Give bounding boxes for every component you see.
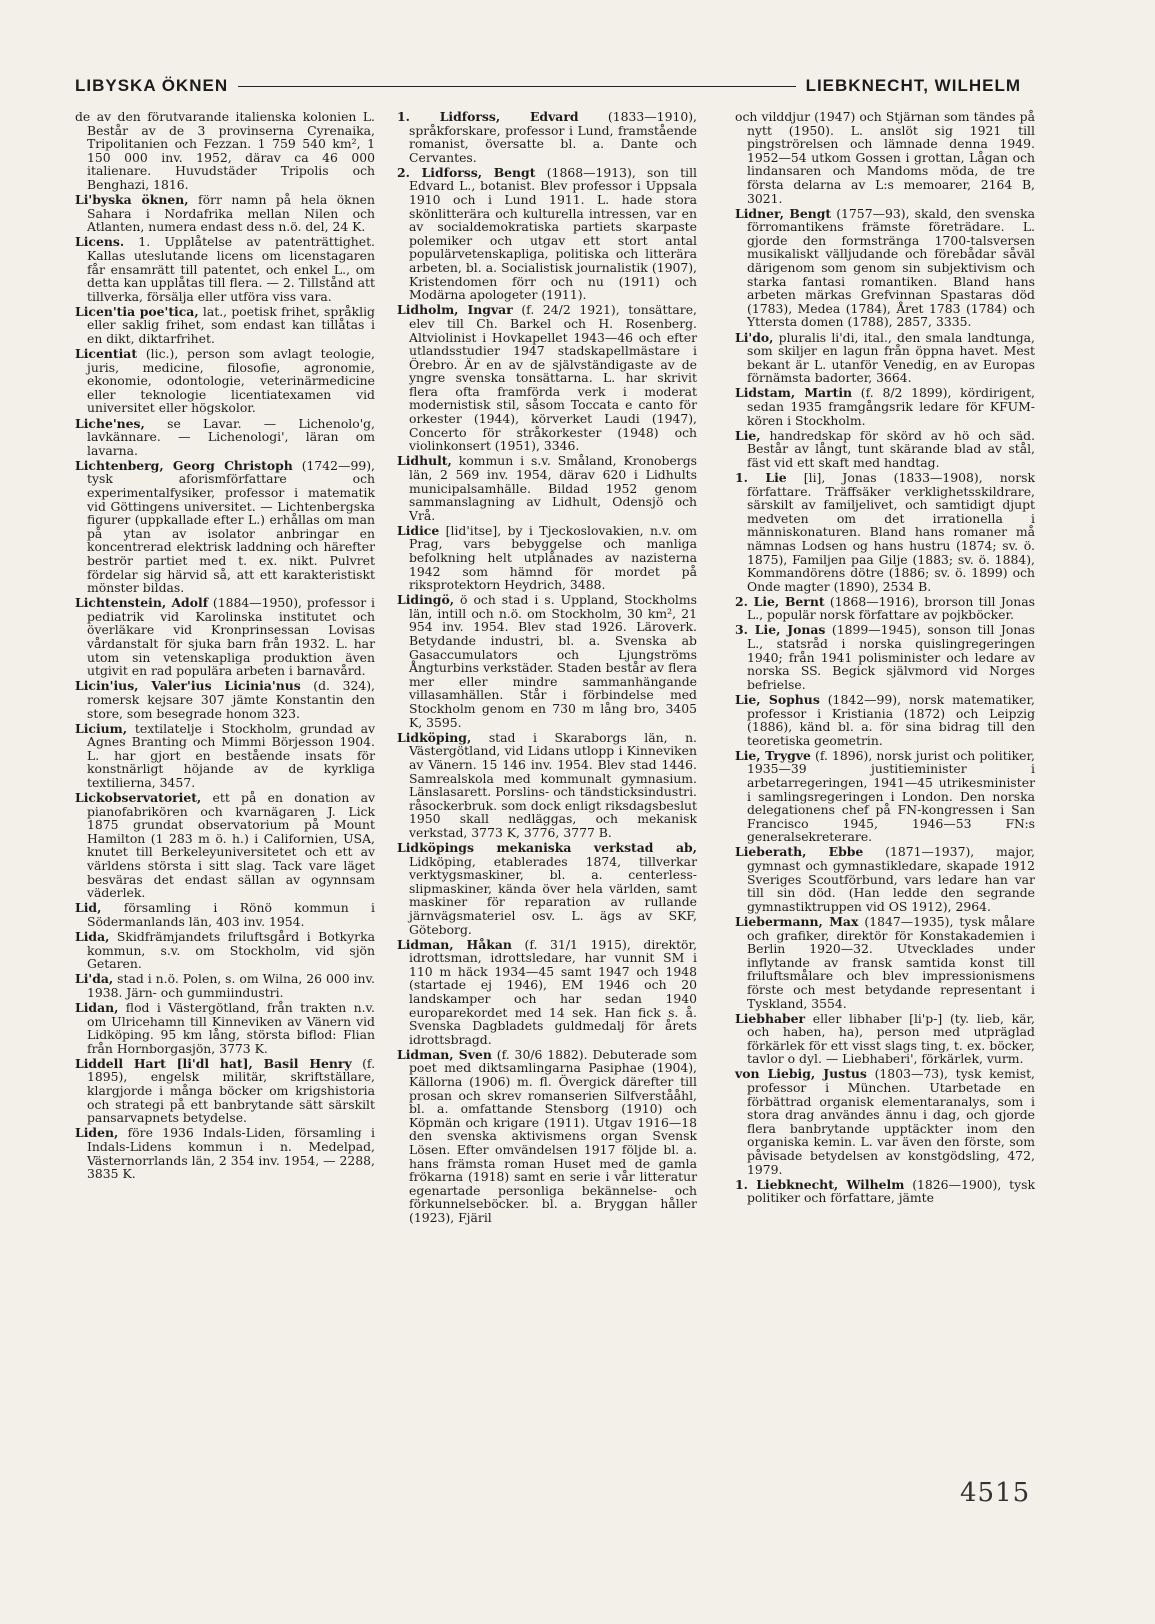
dictionary-entry [397,1048,697,1225]
entry-headword: Lidköping, [397,729,472,745]
dictionary-entry [75,305,375,346]
dictionary-entry [735,595,1035,622]
entry-body: flod i Västergötland, från trakten n.v. om Ulricehamn till Kinneviken av Vänern vid Lidköping. 95 km lång, största biflod: Flian från Hornborgasjön, 3773 K. [87,1000,375,1056]
entry-headword: Liebermann, Max [735,913,859,929]
dictionary-entry [397,303,697,453]
header-left-keyword: LIBYSKA ÖKNEN [75,76,229,95]
entry-headword: Li'do, [735,329,774,345]
entry-body: (f. 8/2 1899), kördirigent, sedan 1935 framgångsrik ledare för KFUM-kören i Stockholm. [747,385,1035,428]
entry-body: (1884—1950), professor i pediatrik vid Karolinska institutet och överläkare vid Kronprinsessan Lovisas vårdanstalt för sjuka barn från 1932. L. har utom sin vetenskapliga produktion även utgivit en rad populära arbeten i barnavård. [87,595,375,679]
dictionary-entry [397,731,697,840]
dictionary-entry [75,235,375,303]
entry-body: (1899—1945), sonson till Jonas L., statsråd i norska quislingregeringen 1940; från 1941 polisminister och ledare av norska SS. Begick självmord vid Norges befrielse. [747,622,1035,692]
dictionary-entry [735,110,1035,205]
entry-body: (1826—1900), tysk politiker och författare, jämte [747,1176,1035,1206]
entry-headword: 3. Lie, Jonas [735,622,826,638]
dictionary-entry [735,1178,1035,1205]
dictionary-entry [75,1057,375,1125]
dictionary-entry [397,841,697,936]
dictionary-entry [75,193,375,234]
dictionary-entry [735,429,1035,470]
dictionary-entry [75,1126,375,1180]
entry-body: (f. 30/6 1882). Debuterade som poet med diktsamlingarna Pasiphae (1904), Källorna (1906) m. fl. Övergick därefter till prosan och skrev romanserien Silfverstååhl, bl. a. omfattande Stensborg (1910) och Köpmän och krigare (1911). Utgav 1916—18 den svenska aktivismens organ Svensk Lösen. Efter omvändelsen 1917 följde bl. a. hans främsta roman Huset med de gamla frökarna (1918) samt en serie i vår litteratur egenartade personliga bekännelse- och förkunnelseböcker. bl. a. Bryggan håller (1923), Fjäril [409,1046,697,1225]
dictionary-entry [75,110,375,192]
dictionary-entry [75,347,375,415]
entry-headword: Li'da, [75,971,114,987]
entry-headword: Lie, [735,427,761,443]
entry-headword: Lidice [397,522,440,538]
entry-body: stad i Skaraborgs län, n. Västergötland, vid Lidans utlopp i Kinneviken av Vänern. 15 146 inv. 1954. Blev stad 1446. Samrealskola med kommunalt gymnasium. Länslasarett. Porslins- och tändsticksindustri. råsockerbruk. som dock enligt riksdagsbeslut 1950 skall nedläggas, och mekanisk verkstad, 3773 K, 3776, 3777 B. [409,729,697,840]
dictionary-entry [75,1001,375,1055]
dictionary-entry [735,845,1035,913]
dictionary-entry [75,722,375,790]
entry-body: 1. Upplåtelse av patenträttighet. Kallas uteslutande licens om licenstagaren får ensamrätt till patentet, och enkel L., om detta kan upplåtas till flera. — 2. Tillstånd att tillverka, försälja eller utföra viss vara. [87,234,375,304]
column-1 [75,110,375,1182]
entry-headword: Lid, [75,900,102,916]
entry-body: (1803—73), tysk kemist, professor i München. Utarbetade en förbättrad organisk elementaranalys, som i stora drag användes ännu i dag, och gjorde flera banbrytande upptäckter inom den organiska kemin. L. var även den förste, som påvisade betydelsen av konstgödsling, 472, 1979. [747,1066,1035,1177]
entry-body: och vilddjur (1947) och Stjärnan som tändes på nytt (1950). L. anslöt sig 1921 till pingströrelsen och lämnade denna 1949. 1952—54 utkom Gossen i grottan, Lågan och lindansaren och Mandoms möda, de tre första delarna av L:s memoarer, 2164 B, 3021. [735,109,1035,206]
entry-body: stad i n.ö. Polen, s. om Wilna, 26 000 inv. 1938. Järn- och gummiindustri. [87,971,375,1000]
dictionary-entry [75,417,375,458]
entry-body: Skidfrämjandets friluftsgård i Botkyrka kommun, s.v. om Stockholm, vid sjön Getaren. [87,929,375,972]
entry-headword: Li'byska öknen, [75,192,189,208]
entry-headword: Lie, Trygve [735,747,811,763]
dictionary-entry [75,930,375,971]
dictionary-entry [735,1012,1035,1066]
dictionary-entry [735,915,1035,1010]
entry-headword: Lida, [75,929,110,945]
entry-headword: 1. Lidforss, Edvard [397,109,579,124]
dictionary-entry [735,331,1035,385]
entry-body: (d. 324), romersk kejsare 307 jämte Konstantin den store, som besegrade honom 323. [87,678,375,721]
dictionary-entry [735,1067,1035,1176]
entry-body: (f. 24/2 1921), tonsättare, elev till Ch. Barkel och H. Rosenberg. Altviolinist i Hovkapellet 1943—46 och efter utlandsstudier 1947 stadskapellmästare i Örebro. Är en av de självständigaste av de yngre svenska tonsättarna. L. har skrivit flera ofta framförda verk i moderat modernistisk stil, såsom Toccata e canto för orkester (1944), körverket Laudi (1947), Concerto för stråkorkester (1948) och violinkonsert (1951), 3346. [409,302,697,454]
entry-body: förr namn på hela öknen Sahara i Nordafrika mellan Nilen och Atlanten, numera endast dess n.ö. del, 24 K. [87,192,375,235]
entry-headword: Licen'tia poe'tica, [75,303,199,319]
entry-body: församling i Rönö kommun i Södermanlands län, 403 inv. 1954. [87,900,375,929]
entry-headword: Lidan, [75,1000,119,1015]
entry-headword: Lidner, Bengt [735,205,832,221]
entry-body: ö och stad i s. Uppland, Stockholms län, intill och n.ö. om Stockholm, 30 km², 21 954 inv. 1954. Blev stad 1926. Läroverk. Betydande industri, bl. a. Svenska ab Gasaccumulators och Ljungströms Ångturbins verkstäder. Staden består av flera mer eller mindre sammanhängande villasamhällen. Står i förbindelse med Stockholm genom en 730 m lång bro, 3405 K, 3595. [409,592,697,730]
entry-headword: 2. Lie, Bernt [735,593,825,609]
entry-body: (f. 31/1 1915), direktör, idrottsman, idrottsledare, har vunnit SM i 110 m häck 1934—45 samt 1947 och 1948 (startade ej 1946), EM 1946 och 20 landskamper och har sedan 1940 europarekordet med 14 sek. Han fick s. å. Svenska Dagbladets guldmedalj för årets idrottsbragd. [409,936,698,1047]
dictionary-entry [397,593,697,729]
entry-headword: Lidman, Håkan [397,936,512,952]
entry-body: lat., poetisk frihet, språklig eller saklig frihet, som endast kan tillåtas i en dikt, diktarfrihet. [87,303,375,346]
dictionary-entry [397,454,697,522]
entry-body: (f. 1896), norsk jurist och politiker, 1935—39 justitieminister i arbetarregeringen, 1941—45 utrikesminister i samlingsregeringen i London. Den norska delegationens chef på FN-kongressen i San Francisco 1945, 1946—53 FN:s generalsekreterare. [747,747,1035,845]
entry-headword: Licium, [75,720,128,736]
entry-body: (1742—99), tysk aforismförfattare och experimentalfysiker, professor i matematik vid Göttingens universitet. — Lichtenbergska figurer (uppkallade efter L.) erhållas om man på ytan av isolator anbringar en koncentrerad elektrisk laddning och härefter beströr partiet med t. ex. nikt. Pulvret fördelar sig härvid så, att ett karakteristiskt mönster bildas. [87,457,375,596]
entry-body: (lic.), person som avlagt teologie, juris, medicine, filosofie, agronomie, ekonomie, odontologie, veterinärmedicine eller teknologie licentiatexamen vid universitet eller högskolor. [87,346,375,416]
entry-headword: Liche'nes, [75,415,145,431]
dictionary-entry [735,207,1035,329]
entry-headword: Lidholm, Ingvar [397,302,513,318]
entry-body: (1868—1916), brorson till Jonas L., populär norsk författare av pojkböcker. [747,593,1035,623]
entry-headword: Licin'ius, Valer'ius Licinia'nus [75,678,301,694]
entry-headword: Liddell Hart [li'dl hat], Basil Henry [75,1055,352,1071]
dictionary-entry [75,596,375,678]
entry-body: eller libhaber [li'p-] (ty. lieb, kär, och haben, ha), person med utpräglad förkärlek för ett visst slags ting, t. ex. böcker, tavlor o dyl. — Liebhaberi', förkärlek, vurm. [747,1010,1035,1067]
entry-body: de av den förutvarande italienska kolonien L. Består av de 3 provinserna Cyrenaika, Tripolitanien och Fezzan. 1 759 540 km², 1 150 000 inv. 1952, därav ca 46 000 italienare. Huvudstäder Tripolis och Benghazi, 1816. [75,109,375,192]
column-2 [397,110,697,1226]
dictionary-entry [75,459,375,595]
entry-body: textilatelje i Stockholm, grundad av Agnes Branting och Mimmi Börjesson 1904. L. har gjort en bestående insats för konstnärligt höjande av de kyrkliga textilierna, 3457. [87,720,375,790]
page-number: 4515 [960,1478,1031,1508]
entry-body: se Lavar. — Lichenolo'g, lavkännare. — Lichenologi', läran om lavarna. [87,415,375,458]
dictionary-entry [397,166,697,302]
entry-headword: 1. Liebknecht, Wilhelm [735,1176,905,1192]
entry-body: ett på en donation av pianofabrikören och kvarnägaren J. Lick 1875 grundat observatorium på Mount Hamilton (1 283 m ö. h.) i Californien, USA, knutet till Berkeleyuniversitetet och ett av världens största i sitt slag. Tack vare läget besväras det endast sällan av ogynnsam väderlek. [87,790,375,901]
entry-headword: 2. Lidforss, Bengt [397,164,536,180]
entry-body: (1868—1913), son till Edvard L., botanist. Blev professor i Uppsala 1910 och i Lund 1911. L. hade stora skönlitterära och kulturella intressen, var en av socialdemokratiska partiets skarpaste polemiker och utgav ett stort antal populärvetenskapliga, politiska och litterära arbeten, bl. a. Socialistisk journalistik (1907), Kristendomen förr och nu (1911) och Modärna apologeter (1911). [409,164,697,303]
dictionary-entry [735,749,1035,844]
entry-headword: Lidman, Sven [397,1046,492,1062]
dictionary-entry [735,471,1035,593]
entry-headword: Liden, [75,1125,119,1141]
entry-headword: Lichtenstein, Adolf [75,595,209,611]
entry-body: (1847—1935), tysk målare och grafiker, direktör för Konstakademien i Berlin 1920—32. Utvecklades under inflytande av fransk samtida konst till friluftsmålare och blev impressionismens förste och mest betydande representant i Tyskland, 3554. [747,913,1036,1011]
entry-body: (1842—99), norsk matematiker, professor i Kristiania (1872) och Leipzig (1886), känd bl. a. för sina bidrag till den teoretiska geometrin. [747,691,1035,748]
entry-body: kommun i s.v. Småland, Kronobergs län, 2 569 inv. 1954, därav 620 i Lidhults municipalsamhälle. Bildad 1952 genom sammanslagning av Lidhult, Odensjö och Vrå. [409,453,697,523]
entry-headword: 1. Lie [735,469,787,485]
header-rule [238,86,795,87]
dictionary-entry [75,679,375,720]
column-3 [735,110,1035,1206]
entry-headword: Licens. [75,234,125,250]
entry-body: Lidköping, etablerades 1874, tillverkar verktygsmaskiner, bl. a. centerless-slipmaskiner, kända över hela världen, samt maskiner för reparation av rullande järnvägsmateriel osv. L. ägs av SKF, Göteborg. [409,853,697,937]
entry-headword: Licentiat [75,346,138,362]
entry-body: (1833—1910), språkforskare, professor i Lund, framstående romanist, översatte bl. a. Dante och Cervantes. [409,109,697,165]
entry-headword: Liebhaber [735,1010,806,1026]
entry-body: (1757—93), skald, den svenska förromantikens främste företrädare. L. gjorde den formstränga 1700-talsversen musikaliskt välljudande och förebådar såväl därigenom som genom sin subjektivism och starka fantasi romantiken. Bland hans arbeten märkas Grefvinnan Spastaras död (1783), Medea (1784), Året 1783 (1784) och Yttersta domen (1788), 2857, 3335. [747,205,1035,330]
entry-headword: Lieberath, Ebbe [735,844,864,860]
entry-headword: Lidingö, [397,592,455,608]
entry-headword: Lichtenberg, Georg Christoph [75,457,293,473]
entry-headword: Lidhult, [397,453,452,469]
entry-body: (f. 1895), engelsk militär, skriftställare, klargjorde i många böcker om krigshistoria och strategi på ett banbrytande sätt särskilt pansarvapnets betydelse. [87,1055,376,1126]
entry-headword: von Liebig, Justus [735,1066,867,1082]
dictionary-entry [397,524,697,592]
dictionary-entry [397,110,697,164]
dictionary-entry [75,901,375,928]
entry-headword: Lie, Sophus [735,691,820,707]
entry-headword: Lickobservatoriet, [75,790,202,806]
dictionary-entry [735,386,1035,427]
entry-body: före 1936 Indals-Liden, församling i Indals-Lidens kommun i n. Medelpad, Västernorrlands län, 2 354 inv. 1954, — 2288, 3835 K. [87,1125,375,1182]
dictionary-entry [735,693,1035,747]
dictionary-entry [735,623,1035,691]
entry-headword: Lidstam, Martin [735,385,853,401]
entry-body: (1871—1937), major, gymnast och gymnastikledare, skapade 1912 Sveriges Scoutförbund, vars ledare han var till sin död. (Han ledde den segrande gymnastiktruppen vid OS 1912), 2964. [747,844,1035,914]
dictionary-entry [75,972,375,999]
entry-body: pluralis li'di, ital., den smala landtunga, som skiljer en lagun från öppna havet. Mest bekant är L. utanför Venedig, en av Europas förnämsta badorter, 3664. [747,329,1035,386]
entry-headword: Lidköpings mekaniska verkstad ab, [397,839,697,855]
header-right-keyword: LIEBKNECHT, WILHELM [805,76,1021,95]
dictionary-entry [397,938,697,1047]
entry-body: [li], Jonas (1833—1908), norsk författare. Träffsäker verklighetsskildrare, särskilt av familjelivet, och samtidigt djupt medveten om det irrationella i människonaturen. Bland hans romaner må nämnas Lodsen og hans hustru (1874; sv. ö. 1875), Familjen paa Gilje (1883; sv. ö. 1884), Kommandörens dötre (1886; sv. ö. 1899) och Onde magter (1890), 2534 B. [747,469,1035,594]
entry-body: handredskap för skörd av hö och säd. Består av långt, tunt skärande blad av stål, fäst vid ett skaft med handtag. [747,427,1035,470]
dictionary-entry [75,791,375,900]
entry-body: [lid'itse], by i Tjeckoslovakien, n.v. om Prag, vars bebyggelse och manliga befolkning helt utplånades av nazisterna 1942 som hämnd för mordet på riksprotektorn Heydrich, 3488. [409,522,697,593]
page-header [75,74,1021,98]
